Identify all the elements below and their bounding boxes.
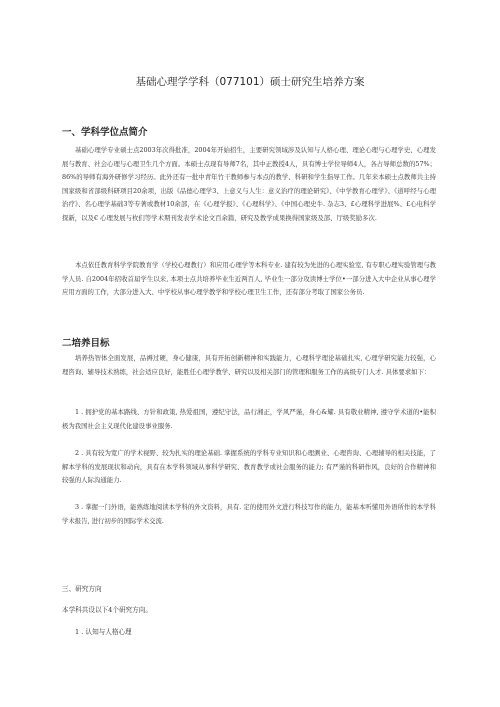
- direction-item-1: 1 . 认知与人格心理: [75, 628, 132, 636]
- goals-intro-paragraph: 培养热智体全面发展，品褥过硬，身心健康，具有开拓创新精神和实践能力，心理科学理论基础扎实, 心理学研究能力较强，心理咨询、辅导技术熟练，社会适应良好，能胜任心理学教学、研究以及相关部门的管理和服务工作的高级专门人才. 具体要求如下：: [62, 354, 436, 376]
- intro-paragraph-1: 基础心理学专业硕士点2003年次得批准，2004年开始招生，主要研究领域涉及认知与人格心理、理论心理与心理学史、心理发展与教育、社会心理与心理卫生几个方面。本硕士点现有导师7名，其中正教授4人，具有博士学位导师4人，各占导师总数的57%；86%的导师有海外研修学习经历。此外还有一批中青年竹干教师参与本点的教学、科研和学生指导工作。几年来本硕士点教师共主持国家级和省部级科研项目20余项，出版《品德心理学3、上意义与人生：意义治疗的理论研究》、《中学教育心理学》、《道呼经与心理治疗》、名心理学基础3等专著或教材10余部，在《心理学报》、《心理科学》、《中国心理史牛. 杂志3、£心理科学进展%、£心电科学探新，以及€ 心理发展与枚们等学术期刊发表学术论文百余篇，研究及教学成果换得国家级及部、厅级奖励多次.: [62, 146, 436, 222]
- section-heading-intro: 一、学科学位点简介: [62, 127, 148, 138]
- goal-item-1: 1 . 拥护党的基本路线、方针和政策, 热爱祖国，遵纪守法，品行湘正，学风严谨，身心&耀. 具有敬业精神, 遵守学术道的•能积极为我国社会主义现代化建设事业服务.: [62, 408, 436, 430]
- section-heading-directions: 三、研究方向: [62, 585, 102, 593]
- goal-item-3: 3 . 掌握一门外语，能熟练地阅读本学科的外文资料，具有. 定的使用外文进行科技写作的能力，能基本听懂用外语所作的本学科学术报告, 进行初步的国际学术交流.: [62, 503, 436, 525]
- directions-intro: 本学科共设以下4个研究方向。: [62, 606, 152, 614]
- section-heading-goals: 二培养目标: [62, 338, 110, 349]
- intro-paragraph-2: 本点依任教育科学学院教育学（学校心理教行）和应用心理学等本科专业. 建有较为先进的心理实验室, 有专职心理实验管理与教学人员. 自2004年招收首届学生以来, 本项士点共培养毕业生近两百人, 毕业生一部分攻读博士学位•一部分进入大中企业从事心理学应用方面的工作，大部分进入大、中学校从事心理学教学和学校心理卫生工作，还有部分考取了国家公务员.: [62, 261, 436, 297]
- goal-item-2: 2 . 具有较为宽广的学术视野、较为扎实的理论基础. 掌握系统的学科专业知识和心理测业、心理咨询、心理辅导的相关技能，了解本学科的发展现状和动向，具有在本学科领域从事科学研究、教育教学或社会服务的能力; 有严谨的科研作风，良好的合作精神和较强的人际沟通能力.: [62, 449, 436, 485]
- page-title: 基础心理学学科（077101）硕士研究生培养方案: [135, 76, 365, 88]
